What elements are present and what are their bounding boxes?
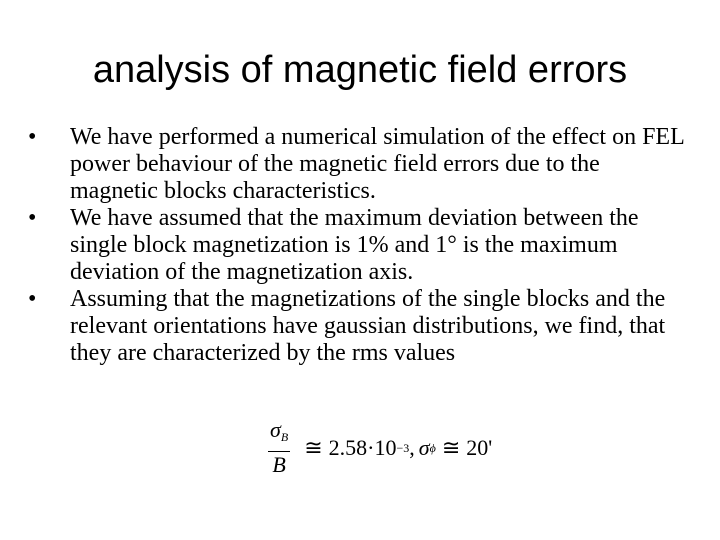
sigma-phi-subscript: ϕ (429, 440, 436, 455)
bullet-text: We have assumed that the maximum deviation between the single block magnetization is 1% and 1° is the maximum deviation of the magnetization axis. (70, 205, 639, 285)
fraction (268, 418, 290, 478)
approx-symbol: ≅ (304, 435, 323, 460)
exponent: −3 (396, 440, 410, 455)
sigma-symbol: σ (270, 417, 281, 442)
bullet-item-simulation (28, 124, 688, 205)
fraction-denominator: B (272, 452, 286, 477)
separator: , (409, 435, 415, 460)
rms-formula (268, 418, 492, 478)
bullet-icon: • (28, 286, 37, 312)
bullet-icon: • (28, 205, 37, 231)
bullet-text: Assuming that the magnetizations of the single blocks and the relevant orientations have gaussian distributions, we find, that they are characterized by the rms values (70, 286, 666, 366)
sigma-subscript: B (280, 430, 289, 444)
bullet-item-assumption (28, 205, 688, 286)
value-magnetization: 2.58·10 (328, 435, 397, 460)
bullet-list (28, 124, 688, 367)
bullet-item-distribution (28, 286, 688, 367)
approx-symbol-2: ≅ (441, 435, 461, 460)
sigma-phi-symbol: σ (418, 435, 430, 460)
fraction-numerator (268, 418, 290, 452)
bullet-text: We have performed a numerical simulation of the effect on FEL power behaviour of the magnetic field errors due to the magnetic blocks characteristics. (70, 124, 684, 204)
bullet-icon: • (28, 124, 37, 150)
slide-title: analysis of magnetic field errors (92, 49, 628, 91)
value-angle: 20' (466, 435, 493, 460)
